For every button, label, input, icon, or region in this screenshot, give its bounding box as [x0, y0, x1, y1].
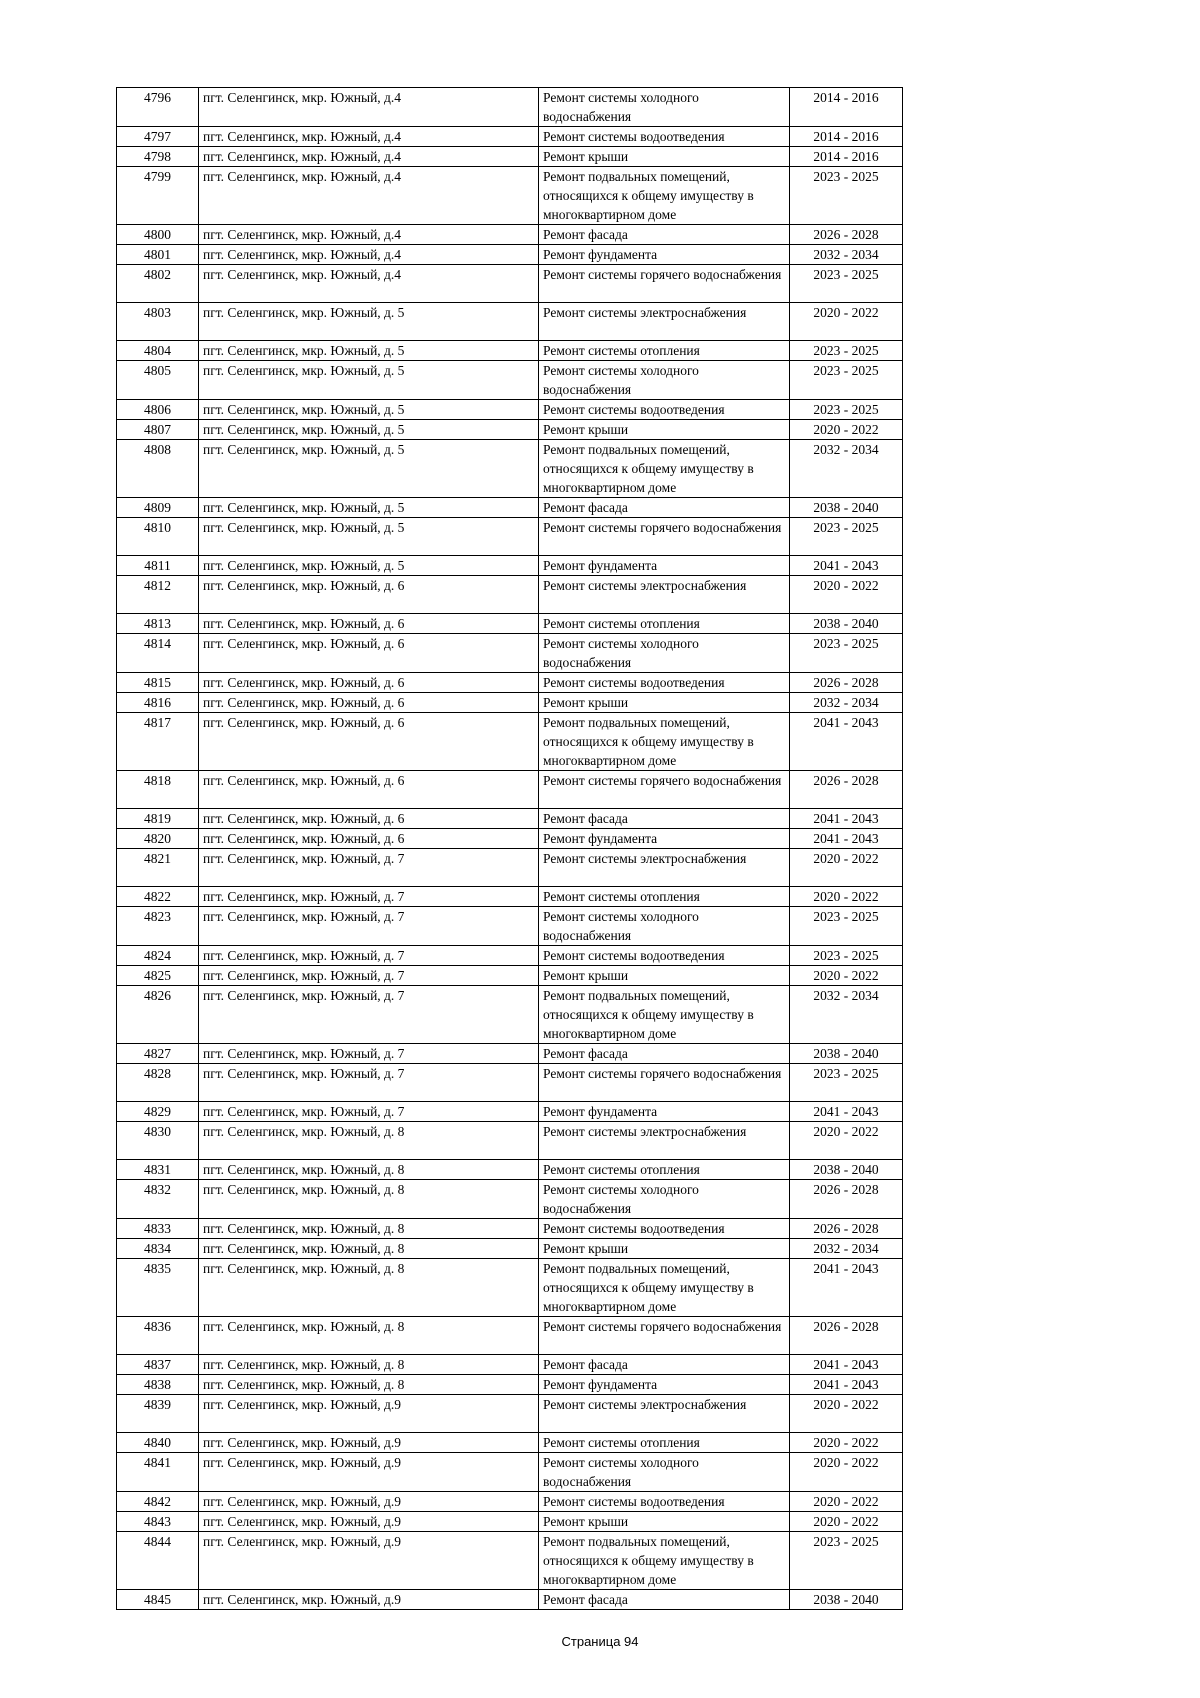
work-type-cell: Ремонт системы электроснабжения — [539, 1395, 790, 1433]
table-row — [117, 986, 903, 1044]
work-type-cell: Ремонт системы холодного водоснабжения — [539, 1453, 790, 1492]
period-cell: 2014 - 2016 — [790, 127, 903, 147]
address-cell: пгт. Селенгинск, мкр. Южный, д. 6 — [199, 809, 539, 829]
row-number-cell: 4838 — [117, 1375, 199, 1395]
period-cell: 2020 - 2022 — [790, 966, 903, 986]
work-type-cell: Ремонт фасада — [539, 1590, 790, 1610]
period-cell: 2023 - 2025 — [790, 341, 903, 361]
row-number-cell: 4824 — [117, 946, 199, 966]
work-type-cell: Ремонт системы горячего водоснабжения — [539, 1064, 790, 1102]
table-row — [117, 693, 903, 713]
work-type-cell: Ремонт системы водоотведения — [539, 673, 790, 693]
work-type-cell: Ремонт подвальных помещений, относящихся к общему имуществу в многоквартирном доме — [539, 440, 790, 498]
address-cell: пгт. Селенгинск, мкр. Южный, д.9 — [199, 1395, 539, 1433]
row-number-cell: 4842 — [117, 1492, 199, 1512]
table-row — [117, 829, 903, 849]
row-number-cell: 4802 — [117, 265, 199, 303]
table-row — [117, 400, 903, 420]
row-number-cell: 4801 — [117, 245, 199, 265]
table-row — [117, 1219, 903, 1239]
work-type-cell: Ремонт системы водоотведения — [539, 127, 790, 147]
row-number-cell: 4840 — [117, 1433, 199, 1453]
work-type-cell: Ремонт крыши — [539, 693, 790, 713]
address-cell: пгт. Селенгинск, мкр. Южный, д. 8 — [199, 1239, 539, 1259]
row-number-cell: 4825 — [117, 966, 199, 986]
work-type-cell: Ремонт крыши — [539, 1239, 790, 1259]
table-row — [117, 713, 903, 771]
table-row — [117, 88, 903, 127]
period-cell: 2014 - 2016 — [790, 88, 903, 127]
row-number-cell: 4839 — [117, 1395, 199, 1433]
table-row — [117, 809, 903, 829]
table-row — [117, 1355, 903, 1375]
work-type-cell: Ремонт фундамента — [539, 245, 790, 265]
table-row — [117, 1532, 903, 1590]
work-type-cell: Ремонт фасада — [539, 498, 790, 518]
period-cell: 2026 - 2028 — [790, 1317, 903, 1355]
work-type-cell: Ремонт крыши — [539, 966, 790, 986]
period-cell: 2041 - 2043 — [790, 1102, 903, 1122]
table-row — [117, 1180, 903, 1219]
work-type-cell: Ремонт подвальных помещений, относящихся к общему имуществу в многоквартирном доме — [539, 167, 790, 225]
row-number-cell: 4831 — [117, 1160, 199, 1180]
table-row — [117, 147, 903, 167]
table-row — [117, 1395, 903, 1433]
address-cell: пгт. Селенгинск, мкр. Южный, д.9 — [199, 1492, 539, 1512]
row-number-cell: 4815 — [117, 673, 199, 693]
table-row — [117, 966, 903, 986]
table-row — [117, 946, 903, 966]
table-row — [117, 303, 903, 341]
table-row — [117, 1492, 903, 1512]
address-cell: пгт. Селенгинск, мкр. Южный, д.9 — [199, 1590, 539, 1610]
address-cell: пгт. Селенгинск, мкр. Южный, д. 7 — [199, 1102, 539, 1122]
period-cell: 2026 - 2028 — [790, 771, 903, 809]
work-type-cell: Ремонт системы горячего водоснабжения — [539, 265, 790, 303]
work-type-cell: Ремонт системы электроснабжения — [539, 303, 790, 341]
period-cell: 2023 - 2025 — [790, 361, 903, 400]
table-row — [117, 673, 903, 693]
work-type-cell: Ремонт системы холодного водоснабжения — [539, 361, 790, 400]
row-number-cell: 4810 — [117, 518, 199, 556]
row-number-cell: 4804 — [117, 341, 199, 361]
address-cell: пгт. Селенгинск, мкр. Южный, д. 8 — [199, 1160, 539, 1180]
period-cell: 2023 - 2025 — [790, 1064, 903, 1102]
row-number-cell: 4811 — [117, 556, 199, 576]
address-cell: пгт. Селенгинск, мкр. Южный, д. 6 — [199, 771, 539, 809]
work-type-cell: Ремонт подвальных помещений, относящихся к общему имуществу в многоквартирном доме — [539, 1259, 790, 1317]
work-type-cell: Ремонт фундамента — [539, 1102, 790, 1122]
period-cell: 2020 - 2022 — [790, 1453, 903, 1492]
address-cell: пгт. Селенгинск, мкр. Южный, д. 8 — [199, 1122, 539, 1160]
period-cell: 2026 - 2028 — [790, 673, 903, 693]
address-cell: пгт. Селенгинск, мкр. Южный, д. 7 — [199, 966, 539, 986]
work-type-cell: Ремонт крыши — [539, 420, 790, 440]
work-type-cell: Ремонт фасада — [539, 1044, 790, 1064]
address-cell: пгт. Селенгинск, мкр. Южный, д. 5 — [199, 420, 539, 440]
row-number-cell: 4834 — [117, 1239, 199, 1259]
period-cell: 2020 - 2022 — [790, 1122, 903, 1160]
address-cell: пгт. Селенгинск, мкр. Южный, д.4 — [199, 245, 539, 265]
row-number-cell: 4799 — [117, 167, 199, 225]
row-number-cell: 4817 — [117, 713, 199, 771]
work-type-cell: Ремонт фундамента — [539, 1375, 790, 1395]
row-number-cell: 4843 — [117, 1512, 199, 1532]
work-type-cell: Ремонт подвальных помещений, относящихся к общему имуществу в многоквартирном доме — [539, 986, 790, 1044]
address-cell: пгт. Селенгинск, мкр. Южный, д. 6 — [199, 713, 539, 771]
address-cell: пгт. Селенгинск, мкр. Южный, д. 8 — [199, 1219, 539, 1239]
period-cell: 2023 - 2025 — [790, 167, 903, 225]
row-number-cell: 4841 — [117, 1453, 199, 1492]
row-number-cell: 4809 — [117, 498, 199, 518]
work-type-cell: Ремонт системы водоотведения — [539, 946, 790, 966]
table-row — [117, 1259, 903, 1317]
period-cell: 2038 - 2040 — [790, 1160, 903, 1180]
period-cell: 2026 - 2028 — [790, 1219, 903, 1239]
work-type-cell: Ремонт системы отопления — [539, 341, 790, 361]
row-number-cell: 4837 — [117, 1355, 199, 1375]
row-number-cell: 4829 — [117, 1102, 199, 1122]
address-cell: пгт. Селенгинск, мкр. Южный, д.4 — [199, 167, 539, 225]
table-row — [117, 1160, 903, 1180]
table-row — [117, 341, 903, 361]
address-cell: пгт. Селенгинск, мкр. Южный, д. 6 — [199, 673, 539, 693]
table-row — [117, 771, 903, 809]
period-cell: 2041 - 2043 — [790, 1355, 903, 1375]
row-number-cell: 4833 — [117, 1219, 199, 1239]
address-cell: пгт. Селенгинск, мкр. Южный, д. 5 — [199, 440, 539, 498]
period-cell: 2026 - 2028 — [790, 1180, 903, 1219]
table-row — [117, 167, 903, 225]
table-row — [117, 634, 903, 673]
table-row — [117, 265, 903, 303]
table-row — [117, 1064, 903, 1102]
table-row — [117, 1122, 903, 1160]
table-row — [117, 440, 903, 498]
period-cell: 2023 - 2025 — [790, 518, 903, 556]
table-row — [117, 225, 903, 245]
work-type-cell: Ремонт системы отопления — [539, 614, 790, 634]
address-cell: пгт. Селенгинск, мкр. Южный, д. 5 — [199, 341, 539, 361]
row-number-cell: 4812 — [117, 576, 199, 614]
table-row — [117, 614, 903, 634]
work-type-cell: Ремонт подвальных помещений, относящихся к общему имуществу в многоквартирном доме — [539, 1532, 790, 1590]
period-cell: 2023 - 2025 — [790, 400, 903, 420]
address-cell: пгт. Селенгинск, мкр. Южный, д. 8 — [199, 1375, 539, 1395]
period-cell: 2023 - 2025 — [790, 907, 903, 946]
period-cell: 2023 - 2025 — [790, 946, 903, 966]
address-cell: пгт. Селенгинск, мкр. Южный, д.4 — [199, 88, 539, 127]
row-number-cell: 4814 — [117, 634, 199, 673]
address-cell: пгт. Селенгинск, мкр. Южный, д. 8 — [199, 1317, 539, 1355]
period-cell: 2032 - 2034 — [790, 693, 903, 713]
row-number-cell: 4813 — [117, 614, 199, 634]
address-cell: пгт. Селенгинск, мкр. Южный, д. 7 — [199, 907, 539, 946]
period-cell: 2038 - 2040 — [790, 1590, 903, 1610]
table-row — [117, 1317, 903, 1355]
table-row — [117, 1433, 903, 1453]
table-row — [117, 420, 903, 440]
period-cell: 2020 - 2022 — [790, 420, 903, 440]
table-row — [117, 1453, 903, 1492]
table-row — [117, 1590, 903, 1610]
address-cell: пгт. Селенгинск, мкр. Южный, д. 7 — [199, 946, 539, 966]
address-cell: пгт. Селенгинск, мкр. Южный, д. 5 — [199, 400, 539, 420]
address-cell: пгт. Селенгинск, мкр. Южный, д. 7 — [199, 887, 539, 907]
work-type-cell: Ремонт фасада — [539, 809, 790, 829]
work-type-cell: Ремонт системы водоотведения — [539, 400, 790, 420]
period-cell: 2020 - 2022 — [790, 303, 903, 341]
work-type-cell: Ремонт системы электроснабжения — [539, 576, 790, 614]
table-row — [117, 1512, 903, 1532]
row-number-cell: 4796 — [117, 88, 199, 127]
row-number-cell: 4821 — [117, 849, 199, 887]
table-row — [117, 556, 903, 576]
table-row — [117, 576, 903, 614]
table-row — [117, 849, 903, 887]
period-cell: 2023 - 2025 — [790, 265, 903, 303]
address-cell: пгт. Селенгинск, мкр. Южный, д. 6 — [199, 576, 539, 614]
row-number-cell: 4826 — [117, 986, 199, 1044]
work-type-cell: Ремонт фундамента — [539, 556, 790, 576]
row-number-cell: 4835 — [117, 1259, 199, 1317]
row-number-cell: 4832 — [117, 1180, 199, 1219]
address-cell: пгт. Селенгинск, мкр. Южный, д.4 — [199, 265, 539, 303]
work-type-cell: Ремонт системы водоотведения — [539, 1219, 790, 1239]
period-cell: 2023 - 2025 — [790, 1532, 903, 1590]
table-body — [117, 88, 903, 1610]
work-type-cell: Ремонт системы горячего водоснабжения — [539, 1317, 790, 1355]
period-cell: 2032 - 2034 — [790, 245, 903, 265]
work-type-cell: Ремонт системы водоотведения — [539, 1492, 790, 1512]
row-number-cell: 4798 — [117, 147, 199, 167]
period-cell: 2041 - 2043 — [790, 829, 903, 849]
work-type-cell: Ремонт системы холодного водоснабжения — [539, 1180, 790, 1219]
work-type-cell: Ремонт системы отопления — [539, 887, 790, 907]
address-cell: пгт. Селенгинск, мкр. Южный, д. 8 — [199, 1355, 539, 1375]
address-cell: пгт. Селенгинск, мкр. Южный, д.9 — [199, 1532, 539, 1590]
table-row — [117, 361, 903, 400]
period-cell: 2041 - 2043 — [790, 809, 903, 829]
table-row — [117, 127, 903, 147]
address-cell: пгт. Селенгинск, мкр. Южный, д. 5 — [199, 361, 539, 400]
row-number-cell: 4816 — [117, 693, 199, 713]
period-cell: 2032 - 2034 — [790, 1239, 903, 1259]
row-number-cell: 4819 — [117, 809, 199, 829]
table-row — [117, 1375, 903, 1395]
address-cell: пгт. Селенгинск, мкр. Южный, д. 6 — [199, 693, 539, 713]
period-cell: 2020 - 2022 — [790, 887, 903, 907]
period-cell: 2020 - 2022 — [790, 1395, 903, 1433]
work-type-cell: Ремонт фасада — [539, 225, 790, 245]
period-cell: 2041 - 2043 — [790, 1259, 903, 1317]
table-row — [117, 1102, 903, 1122]
work-type-cell: Ремонт системы отопления — [539, 1433, 790, 1453]
row-number-cell: 4827 — [117, 1044, 199, 1064]
address-cell: пгт. Селенгинск, мкр. Южный, д. 6 — [199, 634, 539, 673]
row-number-cell: 4844 — [117, 1532, 199, 1590]
address-cell: пгт. Селенгинск, мкр. Южный, д.4 — [199, 147, 539, 167]
period-cell: 2041 - 2043 — [790, 713, 903, 771]
period-cell: 2020 - 2022 — [790, 576, 903, 614]
period-cell: 2038 - 2040 — [790, 614, 903, 634]
work-type-cell: Ремонт фундамента — [539, 829, 790, 849]
work-type-cell: Ремонт системы электроснабжения — [539, 849, 790, 887]
table-row — [117, 518, 903, 556]
row-number-cell: 4797 — [117, 127, 199, 147]
row-number-cell: 4845 — [117, 1590, 199, 1610]
address-cell: пгт. Селенгинск, мкр. Южный, д. 5 — [199, 556, 539, 576]
row-number-cell: 4805 — [117, 361, 199, 400]
row-number-cell: 4807 — [117, 420, 199, 440]
period-cell: 2014 - 2016 — [790, 147, 903, 167]
work-type-cell: Ремонт крыши — [539, 1512, 790, 1532]
row-number-cell: 4828 — [117, 1064, 199, 1102]
table-row — [117, 245, 903, 265]
table-row — [117, 498, 903, 518]
row-number-cell: 4822 — [117, 887, 199, 907]
address-cell: пгт. Селенгинск, мкр. Южный, д. 7 — [199, 986, 539, 1044]
work-type-cell: Ремонт подвальных помещений, относящихся к общему имуществу в многоквартирном доме — [539, 713, 790, 771]
address-cell: пгт. Селенгинск, мкр. Южный, д.4 — [199, 225, 539, 245]
period-cell: 2020 - 2022 — [790, 1492, 903, 1512]
period-cell: 2032 - 2034 — [790, 440, 903, 498]
period-cell: 2038 - 2040 — [790, 1044, 903, 1064]
table-row — [117, 1239, 903, 1259]
work-type-cell: Ремонт фасада — [539, 1355, 790, 1375]
address-cell: пгт. Селенгинск, мкр. Южный, д. 6 — [199, 829, 539, 849]
address-cell: пгт. Селенгинск, мкр. Южный, д. 7 — [199, 849, 539, 887]
address-cell: пгт. Селенгинск, мкр. Южный, д. 8 — [199, 1180, 539, 1219]
row-number-cell: 4836 — [117, 1317, 199, 1355]
address-cell: пгт. Селенгинск, мкр. Южный, д.9 — [199, 1512, 539, 1532]
period-cell: 2032 - 2034 — [790, 986, 903, 1044]
period-cell: 2041 - 2043 — [790, 556, 903, 576]
address-cell: пгт. Селенгинск, мкр. Южный, д. 5 — [199, 303, 539, 341]
period-cell: 2020 - 2022 — [790, 1512, 903, 1532]
table-row — [117, 907, 903, 946]
page-footer: Страница 94 — [561, 1634, 639, 1649]
address-cell: пгт. Селенгинск, мкр. Южный, д. 5 — [199, 518, 539, 556]
row-number-cell: 4800 — [117, 225, 199, 245]
work-type-cell: Ремонт системы холодного водоснабжения — [539, 907, 790, 946]
period-cell: 2023 - 2025 — [790, 634, 903, 673]
work-type-cell: Ремонт системы холодного водоснабжения — [539, 634, 790, 673]
work-type-cell: Ремонт системы холодного водоснабжения — [539, 88, 790, 127]
period-cell: 2041 - 2043 — [790, 1375, 903, 1395]
address-cell: пгт. Селенгинск, мкр. Южный, д. 8 — [199, 1259, 539, 1317]
period-cell: 2020 - 2022 — [790, 1433, 903, 1453]
work-type-cell: Ремонт системы электроснабжения — [539, 1122, 790, 1160]
row-number-cell: 4806 — [117, 400, 199, 420]
row-number-cell: 4818 — [117, 771, 199, 809]
address-cell: пгт. Селенгинск, мкр. Южный, д.4 — [199, 127, 539, 147]
repair-schedule-table — [116, 87, 903, 1610]
address-cell: пгт. Селенгинск, мкр. Южный, д. 7 — [199, 1044, 539, 1064]
address-cell: пгт. Селенгинск, мкр. Южный, д. 6 — [199, 614, 539, 634]
work-type-cell: Ремонт системы горячего водоснабжения — [539, 771, 790, 809]
address-cell: пгт. Селенгинск, мкр. Южный, д. 5 — [199, 498, 539, 518]
row-number-cell: 4808 — [117, 440, 199, 498]
table-row — [117, 887, 903, 907]
row-number-cell: 4803 — [117, 303, 199, 341]
address-cell: пгт. Селенгинск, мкр. Южный, д.9 — [199, 1433, 539, 1453]
period-cell: 2026 - 2028 — [790, 225, 903, 245]
address-cell: пгт. Селенгинск, мкр. Южный, д. 7 — [199, 1064, 539, 1102]
row-number-cell: 4820 — [117, 829, 199, 849]
work-type-cell: Ремонт системы горячего водоснабжения — [539, 518, 790, 556]
address-cell: пгт. Селенгинск, мкр. Южный, д.9 — [199, 1453, 539, 1492]
row-number-cell: 4823 — [117, 907, 199, 946]
table-row — [117, 1044, 903, 1064]
period-cell: 2038 - 2040 — [790, 498, 903, 518]
work-type-cell: Ремонт системы отопления — [539, 1160, 790, 1180]
period-cell: 2020 - 2022 — [790, 849, 903, 887]
work-type-cell: Ремонт крыши — [539, 147, 790, 167]
row-number-cell: 4830 — [117, 1122, 199, 1160]
